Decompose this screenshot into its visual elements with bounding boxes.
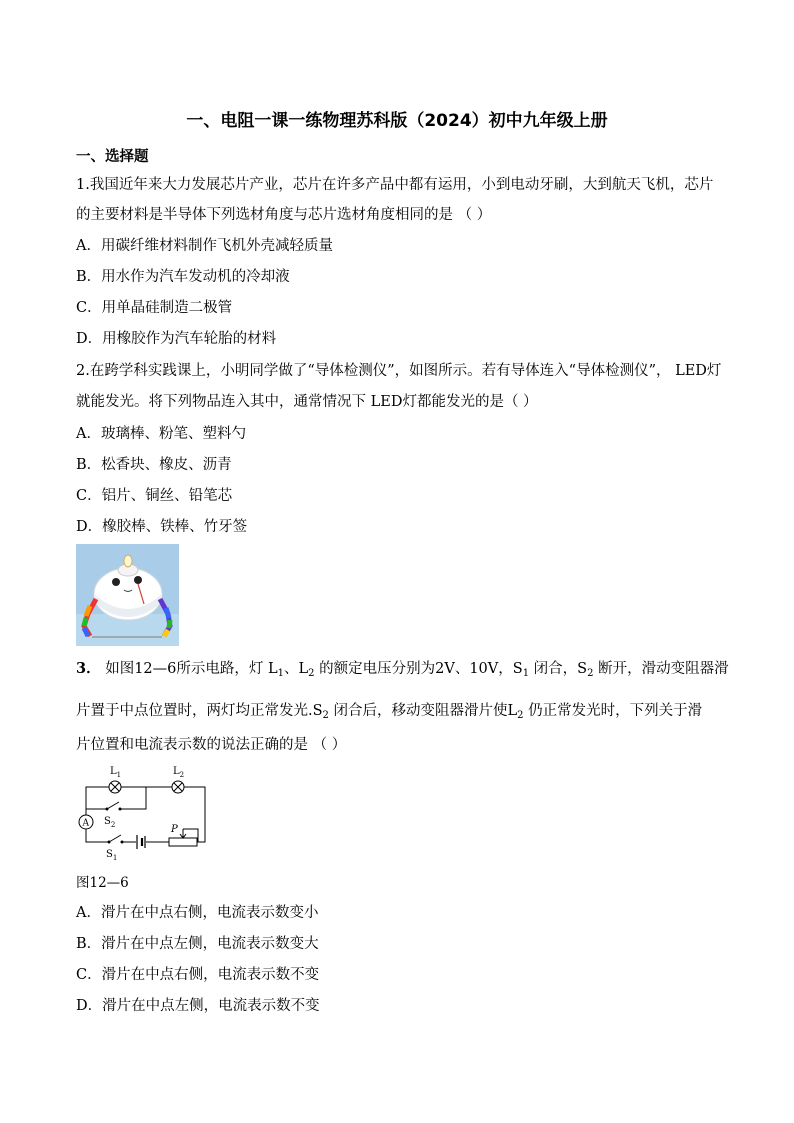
q2-option-a: A．玻璃棒、粉笔、塑料勺: [76, 426, 246, 442]
switch-s2: [106, 802, 122, 811]
svg-text:A: A: [82, 818, 89, 829]
q3-stem-line-2: 片置于中点位置时，两灯均正常发光$.S_2$ 闭合后，移动变阻器滑片使$L_2$ 仍正常发光时，下列关于滑: [76, 703, 703, 721]
q3-option-a: A．滑片在中点右侧，电流表示数变小: [76, 905, 319, 921]
q2-option-c: C．铝片、铜丝、铅笔芯: [76, 488, 233, 504]
wire: [86, 787, 109, 817]
q3-option-b: B．滑片在中点左侧，电流表示数变大: [76, 936, 319, 952]
lamp-l1-label: $L_1$: [110, 766, 122, 779]
switch-s1-label: $S_1$: [106, 849, 118, 860]
battery: [137, 835, 145, 849]
wire: [86, 827, 108, 842]
lamp-l2: [172, 781, 184, 793]
q3-stem-line-3: 片位置和电流表示数的说法正确的是 （ ）: [76, 737, 347, 753]
lamp-l2-label: $L_2$: [173, 766, 185, 779]
section-heading: 一、选择题: [76, 149, 149, 165]
q2-option-b: B．松香块、橡皮、沥青: [76, 457, 232, 473]
q1-option-b: B．用水作为汽车发动机的冷却液: [76, 269, 290, 285]
q3-number: 3．: [76, 660, 101, 677]
q2-option-d: D．橡胶棒、铁棒、竹牙签: [76, 519, 248, 535]
figure-caption: 图12—6: [76, 875, 129, 891]
q3-option-d: D．滑片在中点左侧，电流表示数不变: [76, 998, 320, 1014]
q2-stem-line-1: 2.在跨学科实践课上，小明同学做了“导体检测仪”，如图所示。若有导体连入“导体检测仪”， LED灯: [76, 363, 722, 379]
q1-option-c: C．用单晶硅制造二极管: [76, 300, 233, 316]
slider-p-label: P: [171, 824, 178, 835]
switch-s2-label: $S_2$: [104, 816, 116, 829]
conductor-tester-image: [76, 544, 179, 646]
wire: [121, 787, 146, 809]
switch-s1: [108, 835, 124, 844]
q1-stem-line-2: 的主要材料是半导体下列选材角度与芯片选材角度相同的是 （ ）: [76, 207, 492, 223]
q1-stem-line-1: 1.我国近年来大力发展芯片产业，芯片在许多产品中都有运用，小到电动牙刷，大到航天飞机，芯片: [76, 177, 714, 193]
ammeter: [79, 815, 93, 829]
q3-option-c: C．滑片在中点右侧，电流表示数不变: [76, 967, 320, 983]
page-title: 一、电阻一课一练物理苏科版（2024）初中九年级上册: [186, 111, 608, 131]
wire: [184, 787, 205, 842]
lamp-l1: [109, 781, 121, 793]
q3-stem-line-1: 3． 如图12—6所示电路，灯 $L_1$、$L_2$ 的额定电压分别为2V、10V，$S_1$ 闭合，$S_2$ 断开，滑动变阻器滑: [76, 660, 729, 679]
q1-option-a: A．用碳纤维材料制作飞机外壳减轻质量: [76, 238, 333, 254]
q1-option-d: D．用橡胶作为汽车轮胎的材料: [76, 331, 277, 347]
circuit-diagram: [76, 762, 208, 860]
q2-stem-line-2: 就能发光。将下列物品连入其中，通常情况下 LED灯都能发光的是（ ）: [76, 394, 538, 410]
